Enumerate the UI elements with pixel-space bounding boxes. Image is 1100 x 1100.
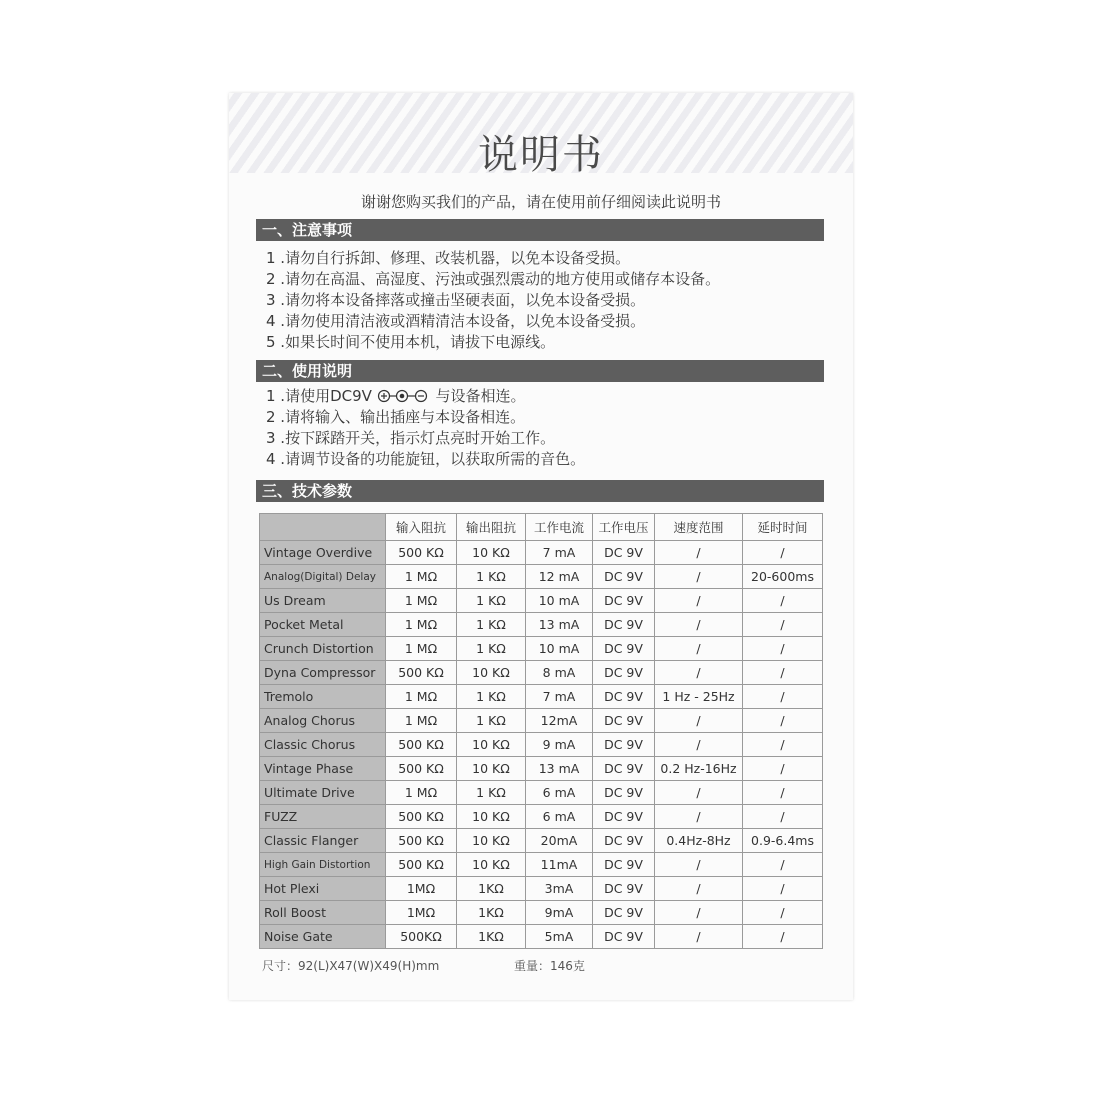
table-cell: DC 9V <box>593 829 655 853</box>
table-header: 速度范围 <box>655 514 743 541</box>
table-cell: 10 KΩ <box>457 829 526 853</box>
table-cell: 1 KΩ <box>457 685 526 709</box>
pedal-name-cell: Tremolo <box>260 685 386 709</box>
table-cell: 11mA <box>526 853 593 877</box>
table-cell: DC 9V <box>593 733 655 757</box>
table-cell: 500 KΩ <box>386 829 457 853</box>
table-cell: DC 9V <box>593 853 655 877</box>
pedal-name-cell: Ultimate Drive <box>260 781 386 805</box>
table-cell: DC 9V <box>593 781 655 805</box>
table-cell: 10 KΩ <box>457 757 526 781</box>
table-cell: 13 mA <box>526 757 593 781</box>
pedal-name-cell: Hot Plexi <box>260 877 386 901</box>
table-cell: / <box>743 781 823 805</box>
table-cell: / <box>743 637 823 661</box>
table-cell: 7 mA <box>526 685 593 709</box>
table-cell: 8 mA <box>526 661 593 685</box>
list-item: 5 .如果长时间不使用本机，请拔下电源线。 <box>266 333 556 351</box>
table-row <box>260 661 823 685</box>
table-cell: 1 Hz - 25Hz <box>655 685 743 709</box>
table-row <box>260 901 823 925</box>
table-cell: 500 KΩ <box>386 757 457 781</box>
table-cell: 1 MΩ <box>386 565 457 589</box>
table-cell: / <box>743 541 823 565</box>
section-heading-usage: 二、使用说明 <box>256 360 824 382</box>
table-cell: 500 KΩ <box>386 805 457 829</box>
table-cell: 10 KΩ <box>457 853 526 877</box>
usage-list <box>266 386 826 470</box>
table-cell: 1KΩ <box>457 901 526 925</box>
pedal-name-cell: Roll Boost <box>260 901 386 925</box>
table-header: 输出阻抗 <box>457 514 526 541</box>
pedal-name-cell: High Gain Distortion <box>260 853 386 877</box>
list-item: 4 .请勿使用清洁液或酒精清洁本设备，以免本设备受损。 <box>266 312 646 330</box>
table-cell: 1 MΩ <box>386 685 457 709</box>
table-cell: 1 KΩ <box>457 565 526 589</box>
table-cell: 13 mA <box>526 613 593 637</box>
spec-table-body <box>260 541 823 949</box>
table-cell: 20-600ms <box>743 565 823 589</box>
table-cell: / <box>655 877 743 901</box>
usage-item1-prefix: 1 .请使用DC9V <box>266 387 372 405</box>
table-cell: 1 MΩ <box>386 613 457 637</box>
table-cell: / <box>743 661 823 685</box>
table-cell: DC 9V <box>593 925 655 949</box>
table-row <box>260 541 823 565</box>
table-cell: / <box>655 901 743 925</box>
table-cell: DC 9V <box>593 757 655 781</box>
page-title: 说明书 <box>478 132 604 178</box>
list-item: 1 .请勿自行拆卸、修理、改装机器，以免本设备受损。 <box>266 249 631 267</box>
table-cell: / <box>743 709 823 733</box>
table-cell: / <box>743 853 823 877</box>
table-cell: / <box>743 901 823 925</box>
table-cell: 20mA <box>526 829 593 853</box>
table-cell: 1 MΩ <box>386 589 457 613</box>
table-cell: 1 KΩ <box>457 589 526 613</box>
table-row <box>260 733 823 757</box>
table-header-row <box>260 514 823 541</box>
table-row <box>260 853 823 877</box>
table-header: 工作电流 <box>526 514 593 541</box>
table-row <box>260 757 823 781</box>
table-cell: / <box>743 733 823 757</box>
section-heading-specs: 三、技术参数 <box>256 480 824 502</box>
table-cell: 9mA <box>526 901 593 925</box>
list-item: 4 .请调节设备的功能旋钮，以获取所需的音色。 <box>266 450 586 468</box>
manual-sheet <box>229 93 853 1000</box>
table-cell: 1 MΩ <box>386 637 457 661</box>
table-cell: 0.4Hz-8Hz <box>655 829 743 853</box>
pedal-name-cell: Analog(Digital) Delay <box>260 565 386 589</box>
table-cell: 10 KΩ <box>457 661 526 685</box>
table-cell: 12 mA <box>526 565 593 589</box>
table-cell: DC 9V <box>593 613 655 637</box>
table-cell: 6 mA <box>526 781 593 805</box>
intro-text: 谢谢您购买我们的产品，请在使用前仔细阅读此说明书 <box>360 193 721 211</box>
table-cell: DC 9V <box>593 637 655 661</box>
pedal-name-cell: Vintage Overdive <box>260 541 386 565</box>
table-cell: / <box>743 877 823 901</box>
table-row <box>260 709 823 733</box>
list-item: 2 .请将输入、输出插座与本设备相连。 <box>266 408 526 426</box>
table-cell: DC 9V <box>593 661 655 685</box>
table-cell: 10 mA <box>526 589 593 613</box>
pedal-name-cell: Analog Chorus <box>260 709 386 733</box>
precautions-list <box>266 248 826 353</box>
table-row <box>260 877 823 901</box>
table-cell: 7 mA <box>526 541 593 565</box>
spec-table <box>259 513 823 949</box>
table-cell: 0.2 Hz-16Hz <box>655 757 743 781</box>
table-cell: / <box>655 805 743 829</box>
table-cell: 1KΩ <box>457 877 526 901</box>
table-row <box>260 589 823 613</box>
pedal-name-cell: Vintage Phase <box>260 757 386 781</box>
pedal-name-cell: Classic Flanger <box>260 829 386 853</box>
table-cell: 1 MΩ <box>386 781 457 805</box>
table-cell: 10 mA <box>526 637 593 661</box>
table-cell: / <box>743 589 823 613</box>
table-row <box>260 685 823 709</box>
pedal-name-cell: Dyna Compressor <box>260 661 386 685</box>
table-row <box>260 613 823 637</box>
table-cell: / <box>655 541 743 565</box>
table-cell: 5mA <box>526 925 593 949</box>
table-cell: 1MΩ <box>386 901 457 925</box>
list-item: 2 .请勿在高温、高湿度、污浊或强烈震动的地方使用或储存本设备。 <box>266 270 721 288</box>
pedal-name-cell: Noise Gate <box>260 925 386 949</box>
usage-item1-suffix: 与设备相连。 <box>435 387 526 405</box>
table-row <box>260 829 823 853</box>
table-cell: / <box>743 757 823 781</box>
table-cell: DC 9V <box>593 541 655 565</box>
table-cell: / <box>743 685 823 709</box>
table-cell: 1 KΩ <box>457 613 526 637</box>
table-cell: / <box>655 565 743 589</box>
table-cell: DC 9V <box>593 685 655 709</box>
table-cell: 12mA <box>526 709 593 733</box>
table-row <box>260 805 823 829</box>
table-cell: / <box>655 637 743 661</box>
pedal-name-cell: Us Dream <box>260 589 386 613</box>
footer <box>262 957 585 974</box>
table-cell: / <box>743 805 823 829</box>
table-cell: / <box>655 661 743 685</box>
table-cell: DC 9V <box>593 877 655 901</box>
table-cell: DC 9V <box>593 709 655 733</box>
list-item: 3 .按下踩踏开关，指示灯点亮时开始工作。 <box>266 429 556 447</box>
table-cell: / <box>655 925 743 949</box>
table-cell: 0.9-6.4ms <box>743 829 823 853</box>
table-cell: 500 KΩ <box>386 733 457 757</box>
table-cell: 1 KΩ <box>457 709 526 733</box>
table-header: 输入阻抗 <box>386 514 457 541</box>
table-row <box>260 925 823 949</box>
table-row <box>260 637 823 661</box>
table-cell: 500 KΩ <box>386 853 457 877</box>
table-cell: 1 MΩ <box>386 709 457 733</box>
table-row <box>260 781 823 805</box>
pedal-name-cell: FUZZ <box>260 805 386 829</box>
table-cell: 1 KΩ <box>457 781 526 805</box>
table-cell: / <box>655 781 743 805</box>
table-cell: 10 KΩ <box>457 733 526 757</box>
table-header: 工作电压 <box>593 514 655 541</box>
table-cell: 10 KΩ <box>457 541 526 565</box>
table-cell: / <box>655 613 743 637</box>
table-cell: DC 9V <box>593 805 655 829</box>
table-cell: 1 KΩ <box>457 637 526 661</box>
table-cell: / <box>743 613 823 637</box>
dc-polarity-icon <box>377 389 431 403</box>
table-cell: 6 mA <box>526 805 593 829</box>
table-cell: / <box>655 733 743 757</box>
section-heading-precautions: 一、注意事项 <box>256 219 824 241</box>
table-cell: 500KΩ <box>386 925 457 949</box>
table-cell: 1MΩ <box>386 877 457 901</box>
pedal-name-cell: Pocket Metal <box>260 613 386 637</box>
table-cell: 500 KΩ <box>386 661 457 685</box>
table-row <box>260 565 823 589</box>
table-cell: DC 9V <box>593 901 655 925</box>
table-cell: 9 mA <box>526 733 593 757</box>
list-item: 3 .请勿将本设备摔落或撞击坚硬表面，以免本设备受损。 <box>266 291 646 309</box>
weight-text: 重量：146克 <box>514 959 585 973</box>
table-cell: / <box>655 853 743 877</box>
table-cell: 500 KΩ <box>386 541 457 565</box>
table-cell: DC 9V <box>593 589 655 613</box>
table-cell: DC 9V <box>593 565 655 589</box>
table-cell: / <box>655 589 743 613</box>
table-cell: 10 KΩ <box>457 805 526 829</box>
table-header: 延时时间 <box>743 514 823 541</box>
table-header-corner <box>260 514 386 541</box>
dimensions-text: 尺寸：92(L)X47(W)X49(H)mm <box>262 959 440 973</box>
pedal-name-cell: Classic Chorus <box>260 733 386 757</box>
table-cell: 3mA <box>526 877 593 901</box>
table-cell: 1KΩ <box>457 925 526 949</box>
list-item <box>266 386 826 407</box>
table-cell: / <box>743 925 823 949</box>
table-cell: / <box>655 709 743 733</box>
pedal-name-cell: Crunch Distortion <box>260 637 386 661</box>
